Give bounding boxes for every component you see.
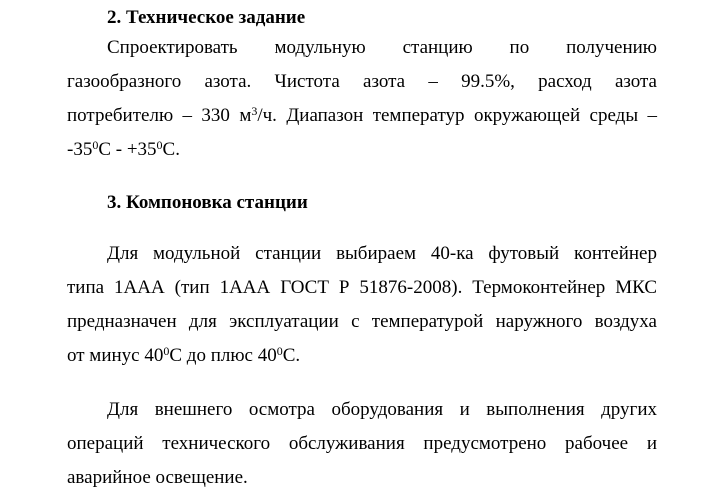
text-run: от минус 40 [67,345,164,366]
text-run: С. [282,345,301,366]
text-run: /ч. Диапазон температур окружающей среды – [257,105,657,126]
section-3-heading: 3. Компоновка станции [107,192,308,213]
text-run: С. [162,139,180,160]
text-run: С до плюс 40 [169,345,277,366]
text-run: -35 [67,139,93,160]
paragraph-line: Для внешнего осмотра оборудования и выполнения других [107,399,657,420]
section-2-heading: 2. Техническое задание [107,7,306,28]
section-3-paragraph-1 [67,237,657,373]
superscript: 0 [92,138,99,152]
paragraph-line: Спроектировать модульную станцию по получению [107,37,657,58]
superscript: 0 [276,344,283,358]
paragraph-line [67,339,657,373]
superscript: 0 [156,138,163,152]
superscript: 3 [251,104,258,118]
text-run: С - +35 [98,139,157,160]
section-2-paragraph [67,31,657,167]
paragraph-line: операций технического обслуживания предусмотрено рабочее и [67,433,657,454]
text-run: потребителю – 330 м [67,105,252,126]
section-3-paragraph-2 [67,393,657,495]
paragraph-line: типа 1ААА (тип 1ААА ГОСТ Р 51876-2008). Термоконтейнер МКС [67,277,657,298]
paragraph-line: газообразного азота. Чистота азота – 99.5%, расход азота [67,71,657,92]
paragraph-line: аварийное освещение. [67,467,248,488]
paragraph-line [67,133,657,167]
paragraph-line [67,99,657,133]
superscript: 0 [163,344,170,358]
paragraph-line: Для модульной станции выбираем 40-ка футовый контейнер [107,243,657,264]
paragraph-line: предназначен для эксплуатации с температурой наружного воздуха [67,311,657,332]
